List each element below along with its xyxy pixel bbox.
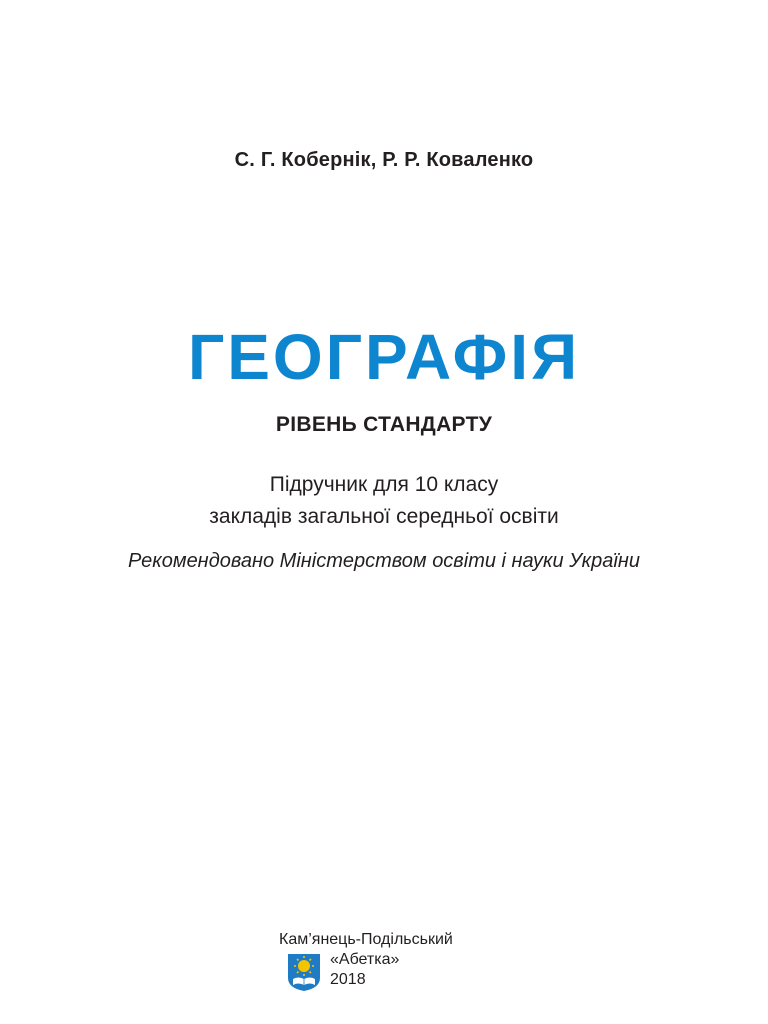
description-line-1: Підручник для 10 класу bbox=[269, 473, 499, 496]
book-title: ГЕОГРАФІЯ bbox=[187, 321, 581, 393]
imprint-year: 2018 bbox=[330, 971, 366, 988]
book-subtitle: РІВЕНЬ СТАНДАРТУ bbox=[275, 413, 493, 436]
imprint-publisher: «Абетка» bbox=[330, 951, 400, 968]
description-line-2: закладів загальної середньої освіти bbox=[209, 505, 559, 528]
imprint-city: Кам’янець-Подільський bbox=[279, 931, 453, 948]
recommendation: Рекомендовано Міністерством освіти і науки України bbox=[128, 550, 640, 572]
publisher-logo-icon bbox=[286, 952, 322, 992]
authors: С. Г. Кобернік, Р. Р. Коваленко bbox=[234, 149, 534, 171]
